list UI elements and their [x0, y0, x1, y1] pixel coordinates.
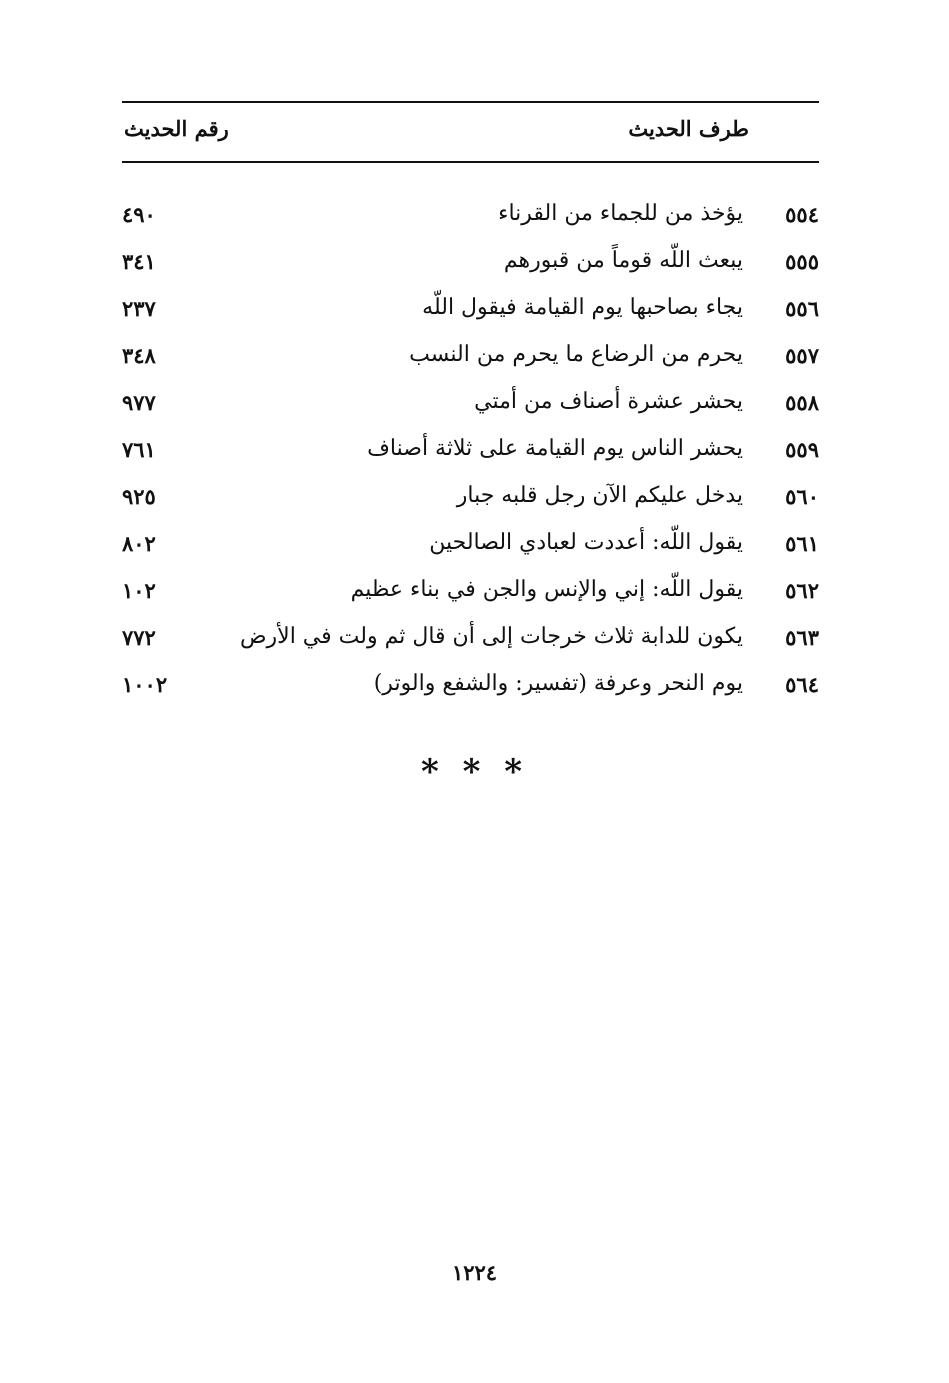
list-item: [0, 335, 949, 382]
hadith-index-list: [0, 194, 949, 711]
hadith-number: ٢٣٧: [122, 296, 156, 321]
list-item: [0, 523, 949, 570]
hadith-number: ٣٤١: [122, 249, 156, 274]
entry-number: ٥٥٩: [785, 437, 819, 462]
hadith-number: ١٠٢: [122, 578, 156, 603]
hadith-text: يكون للدابة ثلاث خرجات إلى أن قال ثم ولت في الأرض: [239, 624, 743, 649]
list-item: [0, 617, 949, 664]
hadith-text: يبعث اللّه قوماً من قبورهم: [503, 248, 743, 273]
list-item: [0, 194, 949, 241]
column-header-hadith-text: طرف الحديث: [628, 116, 749, 141]
hadith-number: ٧٦١: [122, 437, 156, 462]
section-separator: * * *: [420, 752, 528, 792]
hadith-number: ٩٢٥: [122, 484, 156, 509]
list-item: [0, 241, 949, 288]
entry-number: ٥٥٧: [785, 343, 819, 368]
header-top-rule: [122, 101, 819, 103]
list-item: [0, 288, 949, 335]
hadith-text: يوم النحر وعرفة (تفسير: والشفع والوتر): [373, 671, 743, 696]
hadith-number: ٩٧٧: [122, 390, 156, 415]
hadith-text: يقول اللّه: أعددت لعبادي الصالحين: [429, 530, 743, 555]
entry-number: ٥٦٤: [785, 672, 819, 697]
hadith-text: يقول اللّه: إني والإنس والجن في بناء عظيم: [350, 577, 743, 602]
header-bottom-rule: [122, 161, 819, 163]
page-number: ١٢٢٤: [451, 1260, 498, 1285]
hadith-text: يحشر عشرة أصناف من أمتي: [474, 389, 743, 414]
hadith-text: يجاء بصاحبها يوم القيامة فيقول اللّه: [422, 295, 743, 320]
entry-number: ٥٥٨: [785, 390, 819, 415]
list-item: [0, 664, 949, 711]
entry-number: ٥٥٤: [785, 202, 819, 227]
list-item: [0, 476, 949, 523]
hadith-number: ١٠٠٢: [122, 672, 168, 697]
column-header-hadith-number: رقم الحديث: [124, 116, 229, 141]
hadith-text: يؤخذ من للجماء من القرناء: [498, 201, 743, 226]
list-item: [0, 429, 949, 476]
entry-number: ٥٥٥: [785, 249, 819, 274]
hadith-number: ٣٤٨: [122, 343, 156, 368]
hadith-number: ٧٧٢: [122, 625, 156, 650]
entry-number: ٥٦٢: [785, 578, 819, 603]
hadith-text: يحرم من الرضاع ما يحرم من النسب: [409, 342, 743, 367]
hadith-text: يحشر الناس يوم القيامة على ثلاثة أصناف: [367, 436, 743, 461]
entry-number: ٥٦١: [785, 531, 819, 556]
list-item: [0, 382, 949, 429]
hadith-number: ٨٠٢: [122, 531, 156, 556]
hadith-number: ٤٩٠: [122, 202, 156, 227]
hadith-text: يدخل عليكم الآن رجل قلبه جبار: [456, 483, 743, 508]
list-item: [0, 570, 949, 617]
entry-number: ٥٦٠: [785, 484, 819, 509]
entry-number: ٥٦٣: [785, 625, 819, 650]
entry-number: ٥٥٦: [785, 296, 819, 321]
